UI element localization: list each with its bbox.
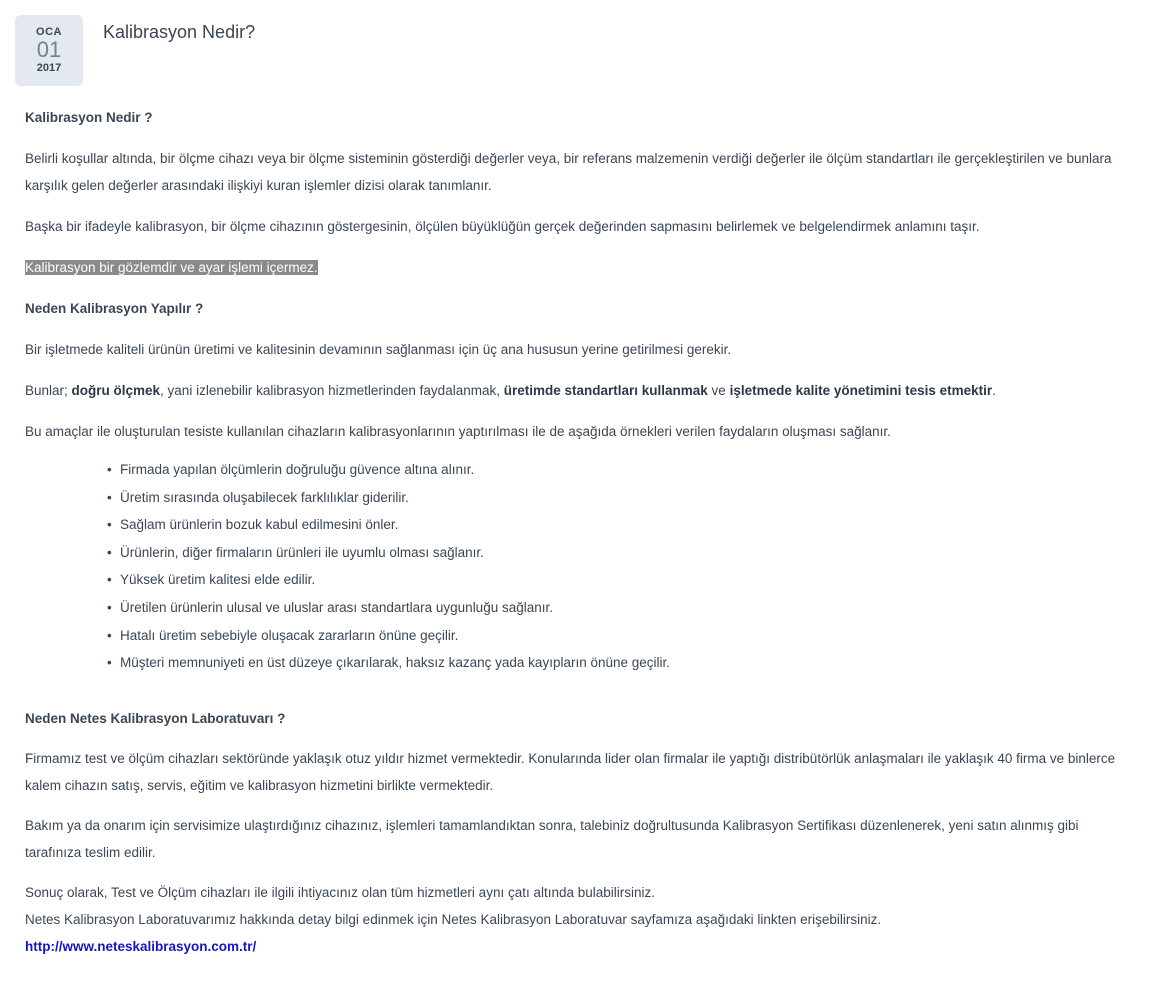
bold-measure-correctly: doğru ölçmek: [71, 383, 161, 398]
heading-why: Neden Kalibrasyon Yapılır ?: [25, 301, 204, 316]
date-badge: [15, 15, 83, 86]
paragraph-three-points: [25, 377, 1125, 404]
heading-why-netes: Neden Netes Kalibrasyon Laboratuvarı ?: [25, 710, 286, 726]
heading-what-is: Kalibrasyon Nedir ?: [25, 110, 153, 125]
paragraph-meaning: Başka bir ifadeyle kalibrasyon, bir ölçme cihazının göstergesinin, ölçülen büyüklüğün gerçek değerinden sapmasını belirlemek ve belgelendirmek anlamını taşır.: [25, 219, 980, 234]
bold-quality-management: işletmede kalite yönetimini tesis etmektir: [729, 383, 993, 398]
text-prefix: Bunlar;: [25, 383, 72, 398]
list-item: • Sağlam ürünlerin bozuk kabul edilmesini önler.: [120, 511, 1125, 539]
highlighted-text: Kalibrasyon bir gözlemdir ve ayar işlemi içermez.: [25, 260, 318, 275]
netes-website-link[interactable]: http://www.neteskalibrasyon.com.tr/: [25, 938, 257, 954]
text-mid1: , yani izlenebilir kalibrasyon hizmetlerinden faydalanmak,: [160, 383, 504, 398]
paragraph-requirements: Bir işletmede kaliteli ürünün üretimi ve kalitesinin devamının sağlanması için üç ana hususun yerine getirilmesi gerekir.: [25, 342, 732, 357]
paragraph-conclusion: [25, 879, 1125, 960]
date-month: OCA: [36, 26, 62, 38]
post-title: Kalibrasyon Nedir?: [103, 22, 256, 42]
conclusion-line-2: Netes Kalibrasyon Laboratuvarımız hakkında detay bilgi edinmek için Netes Kalibrasyon Laboratuvar sayfamıza aşağıdaki linkten erişebilirsiniz.: [25, 911, 882, 927]
text-mid2: ve: [707, 383, 730, 398]
paragraph-service: Bakım ya da onarım için servisimize ulaştırdığınız cihazınız, işlemleri tamamlandıktan sonra, talebiniz doğrultusunda Kalibrasyon Sertifikası düzenlenerek, yeni satın alınmış gibi tarafınıza teslim edilir.: [25, 817, 1079, 860]
paragraph-definition: Belirli koşullar altında, bir ölçme cihazı veya bir ölçme sisteminin gösterdiği değerler veya, bir referans malzemenin verdiği değerler ile ölçüm standartları ile gerçekleştirilen ve bunlara karşılık gelen değerler arasındaki ilişkiyi kuran işlemler dizisi olarak tanımlanır.: [25, 151, 1112, 193]
date-year: 2017: [36, 62, 62, 74]
benefits-list: [25, 456, 1125, 677]
list-item: • Üretilen ürünlerin ulusal ve uluslar arası standartlara uygunluğu sağlanır.: [120, 594, 1125, 622]
text-suffix: .: [992, 383, 996, 398]
bold-use-standards: üretimde standartları kullanmak: [503, 383, 708, 398]
article-content: [25, 108, 1125, 960]
date-day: 01: [36, 37, 62, 62]
list-item: • Firmada yapılan ölçümlerin doğruluğu güvence altına alınır.: [120, 456, 1125, 484]
list-item: • Üretim sırasında oluşabilecek farklılıklar giderilir.: [120, 484, 1125, 512]
conclusion-line-1: Sonuç olarak, Test ve Ölçüm cihazları ile ilgili ihtiyacınız olan tüm hizmetleri aynı çatı altında bulabilirsiniz.: [25, 884, 656, 900]
list-item: • Ürünlerin, diğer firmaların ürünleri ile uyumlu olması sağlanır.: [120, 539, 1125, 567]
paragraph-company: Firmamız test ve ölçüm cihazları sektöründe yaklaşık otuz yıldır hizmet vermektedir. Konularında lider olan firmalar ile yaptığı distribütörlük anlaşmaları ile yaklaşık 40 firma ve binlerce kalem cihazın satış, servis, eğitim ve kalibrasyon hizmetini birlikte vermektedir.: [25, 750, 1116, 793]
paragraph-benefits-intro: Bu amaçlar ile oluşturulan tesiste kullanılan cihazların kalibrasyonlarının yaptırılması ile de aşağıda örnekleri verilen faydaların oluşması sağlanır.: [25, 424, 891, 439]
list-item: • Hatalı üretim sebebiyle oluşacak zararların önüne geçilir.: [120, 622, 1125, 650]
list-item: • Müşteri memnuniyeti en üst düzeye çıkarılarak, haksız kazanç yada kayıpların önüne geçilir.: [120, 649, 1125, 677]
paragraph-highlight: [25, 254, 1125, 281]
list-item: • Yüksek üretim kalitesi elde edilir.: [120, 566, 1125, 594]
